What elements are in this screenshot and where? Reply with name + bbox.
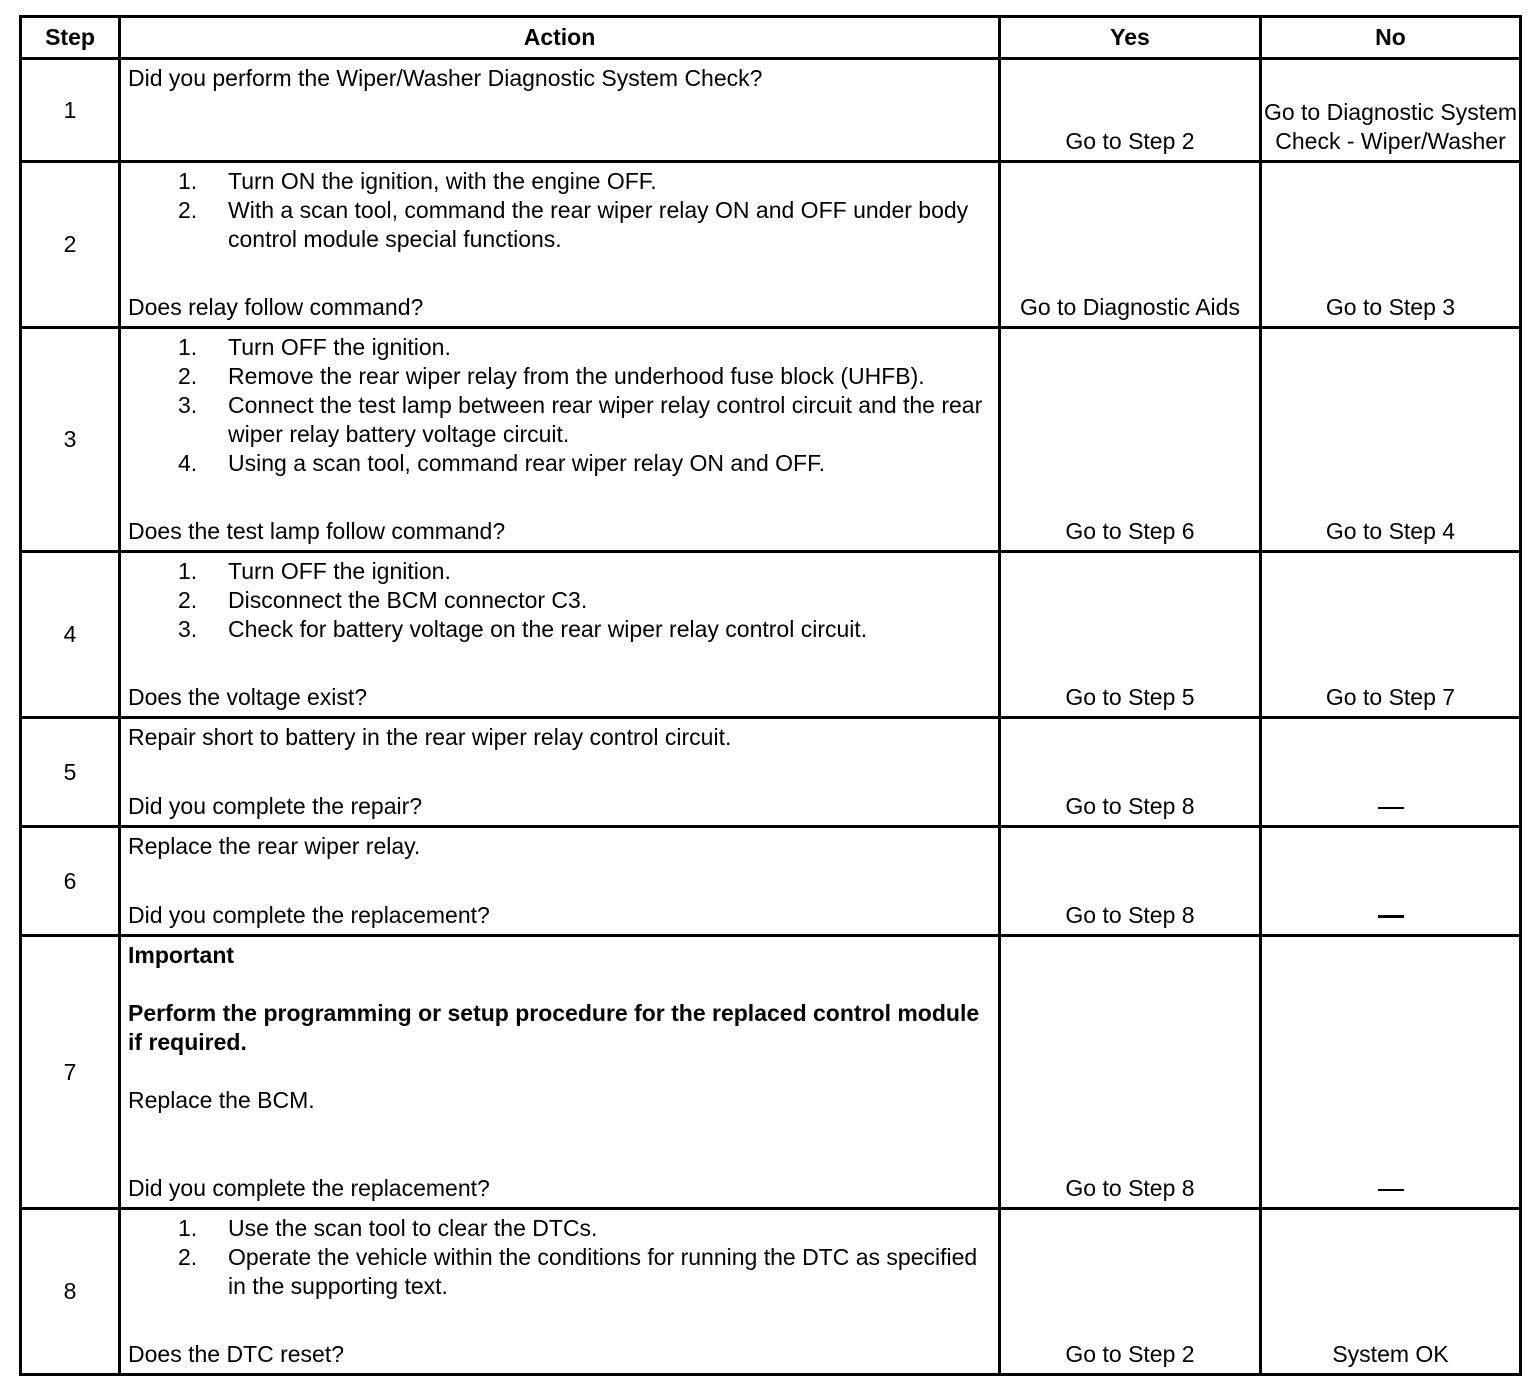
instruction-list: [128, 333, 990, 478]
header-no: No: [1261, 17, 1521, 59]
step-number: 1: [21, 59, 120, 162]
action-cell: [120, 59, 1000, 162]
yes-result: Go to Step 2: [1000, 1209, 1261, 1375]
question-text: Does relay follow command?: [128, 294, 424, 320]
no-dash: [1378, 1189, 1404, 1191]
yes-result: Go to Step 8: [1000, 936, 1261, 1209]
yes-result: Go to Step 5: [1000, 552, 1261, 718]
instruction-list: [128, 557, 990, 644]
instruction-list: [128, 1214, 990, 1301]
header-row: [21, 17, 1521, 59]
yes-result: Go to Step 2: [1000, 59, 1261, 162]
no-result: [1261, 827, 1521, 936]
table-row: [21, 59, 1521, 162]
action-cell: [120, 328, 1000, 552]
question-text: Does the voltage exist?: [128, 684, 368, 710]
important-label: Important: [128, 942, 235, 968]
action-cell: [120, 552, 1000, 718]
list-item: 2. Operate the vehicle within the conditions for running the DTC as specified in the supporting text.: [178, 1244, 978, 1299]
list-item: 2. Remove the rear wiper relay from the underhood fuse block (UHFB).: [178, 363, 925, 389]
table-row: [21, 552, 1521, 718]
list-item: 1. Turn ON the ignition, with the engine OFF.: [178, 168, 657, 194]
question-text: Does the test lamp follow command?: [128, 518, 506, 544]
question-text: Did you complete the repair?: [128, 793, 423, 819]
action-cell: [120, 162, 1000, 328]
no-dash: [1378, 915, 1404, 918]
yes-result: Go to Step 8: [1000, 827, 1261, 936]
header-step: Step: [21, 17, 120, 59]
no-result: Go to Step 7: [1261, 552, 1521, 718]
list-item: 1. Turn OFF the ignition.: [178, 558, 451, 584]
important-text: Perform the programming or setup procedure for the replaced control module if required.: [128, 1000, 980, 1055]
action-text: Replace the rear wiper relay.: [128, 833, 421, 859]
step-number: 3: [21, 328, 120, 552]
table-row: [21, 936, 1521, 1209]
diagnostic-table: [19, 15, 1522, 1376]
list-item: 4. Using a scan tool, command rear wiper relay ON and OFF.: [178, 450, 825, 476]
table-row: [21, 162, 1521, 328]
header-action: Action: [120, 17, 1000, 59]
action-cell: [120, 718, 1000, 827]
yes-result: Go to Step 6: [1000, 328, 1261, 552]
no-dash: [1378, 807, 1404, 809]
step-number: 6: [21, 827, 120, 936]
list-item: 3. Check for battery voltage on the rear wiper relay control circuit.: [178, 616, 868, 642]
header-yes: Yes: [1000, 17, 1261, 59]
table-row: [21, 328, 1521, 552]
list-item: 2. Disconnect the BCM connector C3.: [178, 587, 588, 613]
question-text: Does the DTC reset?: [128, 1341, 345, 1367]
list-item: 2. With a scan tool, command the rear wiper relay ON and OFF under body control module special functions.: [178, 197, 969, 252]
step-number: 7: [21, 936, 120, 1209]
question-text: Did you complete the replacement?: [128, 902, 490, 928]
instruction-list: [128, 167, 990, 254]
no-result: Go to Diagnostic System Check - Wiper/Washer: [1261, 59, 1521, 162]
action-cell: [120, 827, 1000, 936]
step-number: 4: [21, 552, 120, 718]
action-cell: [120, 936, 1000, 1209]
action-text: Repair short to battery in the rear wiper relay control circuit.: [128, 724, 732, 750]
question-text: Did you complete the replacement?: [128, 1175, 490, 1201]
step-number: 5: [21, 718, 120, 827]
step-number: 8: [21, 1209, 120, 1375]
action-text: Did you perform the Wiper/Washer Diagnostic System Check?: [128, 65, 763, 91]
table-row: [21, 827, 1521, 936]
no-result: Go to Step 3: [1261, 162, 1521, 328]
no-result: Go to Step 4: [1261, 328, 1521, 552]
no-result: System OK: [1261, 1209, 1521, 1375]
no-result: [1261, 936, 1521, 1209]
yes-result: Go to Diagnostic Aids: [1000, 162, 1261, 328]
list-item: 3. Connect the test lamp between rear wiper relay control circuit and the rear wiper relay battery voltage circuit.: [178, 392, 983, 447]
no-result: [1261, 718, 1521, 827]
action-text: Replace the BCM.: [128, 1087, 315, 1113]
table-row: [21, 1209, 1521, 1375]
list-item: 1. Turn OFF the ignition.: [178, 334, 451, 360]
list-item: 1. Use the scan tool to clear the DTCs.: [178, 1215, 598, 1241]
yes-result: Go to Step 8: [1000, 718, 1261, 827]
step-number: 2: [21, 162, 120, 328]
action-cell: [120, 1209, 1000, 1375]
table-row: [21, 718, 1521, 827]
